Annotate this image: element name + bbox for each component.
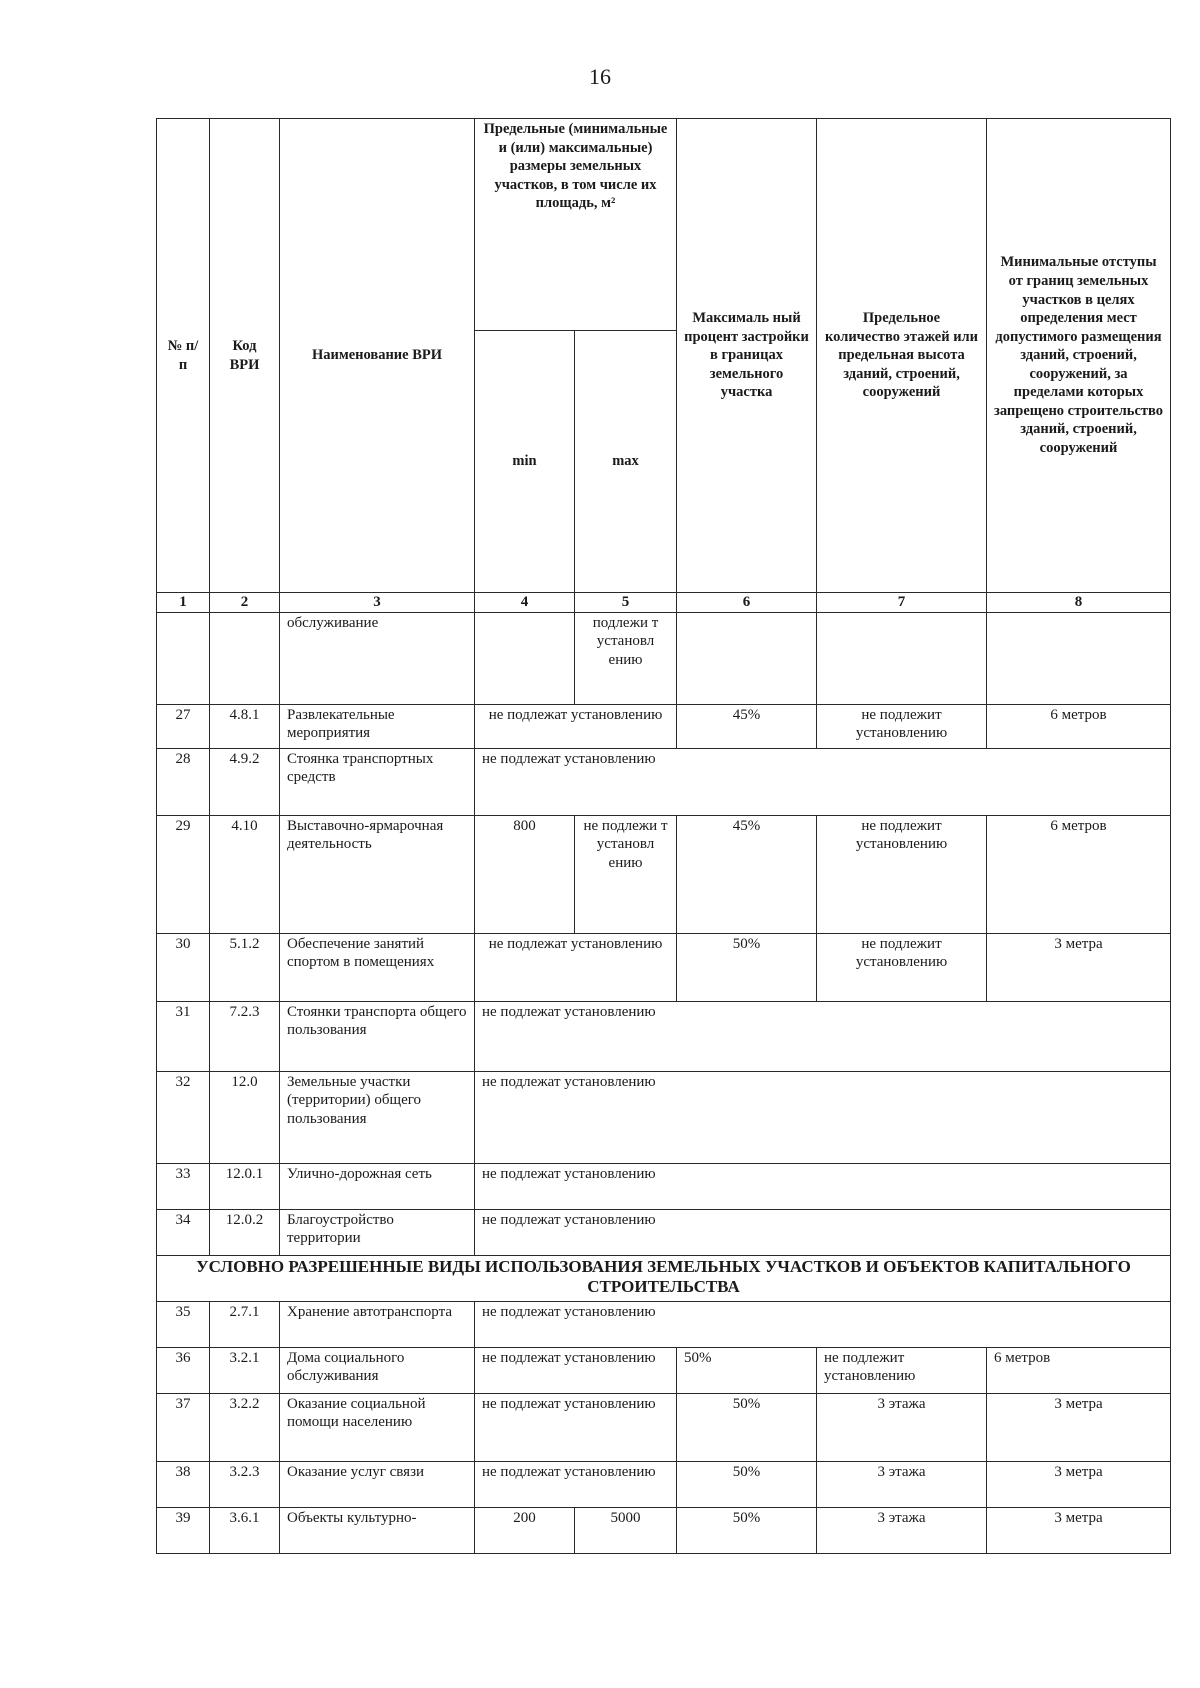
column-number: 5: [575, 593, 677, 613]
row-percent: 45%: [677, 705, 817, 749]
header-max: max: [575, 331, 677, 593]
row-percent: 50%: [677, 1348, 817, 1394]
row-code: 4.10: [210, 816, 280, 934]
row-code: 12.0.2: [210, 1210, 280, 1256]
row-size: не подлежат установлению: [475, 1462, 677, 1508]
row-floors: не подлежит установлению: [817, 1348, 987, 1394]
row-code: 12.0.1: [210, 1164, 280, 1210]
row-floors: 3 этажа: [817, 1462, 987, 1508]
row-size: не подлежат установлению: [475, 1348, 677, 1394]
row-number: 27: [157, 705, 210, 749]
row-number: 30: [157, 934, 210, 1002]
header-plot-size: Предельные (минимальные и (или) максимальные) размеры земельных участков, в том числе их площадь, м²: [475, 119, 677, 331]
row-note: не подлежат установлению: [475, 1164, 1171, 1210]
row-min: 200: [475, 1508, 575, 1554]
row-note: не подлежат установлению: [475, 1210, 1171, 1256]
row-indent: 6 метров: [987, 816, 1171, 934]
table-row: [157, 816, 1171, 934]
row-name: Хранение автотранспорта: [280, 1302, 475, 1348]
row-name: Стоянка транспортных средств: [280, 749, 475, 816]
row-percent: 50%: [677, 934, 817, 1002]
row-name: Дома социального обслуживания: [280, 1348, 475, 1394]
row-percent: 45%: [677, 816, 817, 934]
row-name: Обеспечение занятий спортом в помещениях: [280, 934, 475, 1002]
row-indent: 3 метра: [987, 1394, 1171, 1462]
row-code: 12.0: [210, 1072, 280, 1164]
row-number: 31: [157, 1002, 210, 1072]
row-code: 3.2.2: [210, 1394, 280, 1462]
row-number: 34: [157, 1210, 210, 1256]
row-number: 29: [157, 816, 210, 934]
table-row: [157, 1508, 1171, 1554]
table-row: [157, 749, 1171, 816]
row-max: не подлежи т установл ению: [575, 816, 677, 934]
table-row: [157, 1164, 1171, 1210]
row-code: 3.2.3: [210, 1462, 280, 1508]
row-size: не подлежат установлению: [475, 1394, 677, 1462]
section-row: [157, 1256, 1171, 1302]
row-number: 35: [157, 1302, 210, 1348]
row-max: 5000: [575, 1508, 677, 1554]
row-number: 33: [157, 1164, 210, 1210]
row-number: 32: [157, 1072, 210, 1164]
column-number: 1: [157, 593, 210, 613]
table-row: [157, 613, 1171, 705]
row-name: Объекты культурно-: [280, 1508, 475, 1554]
row-name: Развлекательные мероприятия: [280, 705, 475, 749]
row-note: не подлежат установлению: [475, 1002, 1171, 1072]
row-number: 37: [157, 1394, 210, 1462]
page-number: 16: [589, 64, 611, 89]
table-row: [157, 934, 1171, 1002]
row-floors: 3 этажа: [817, 1394, 987, 1462]
row-code: 4.8.1: [210, 705, 280, 749]
table-row: [157, 1394, 1171, 1462]
column-number: 4: [475, 593, 575, 613]
row-note: не подлежат установлению: [475, 1302, 1171, 1348]
row-name: обслуживание: [280, 613, 475, 705]
row-code: 3.6.1: [210, 1508, 280, 1554]
column-number: 8: [987, 593, 1171, 613]
table-row: [157, 1072, 1171, 1164]
header-row: [157, 119, 1171, 331]
row-indent: 3 метра: [987, 934, 1171, 1002]
row-floors: не подлежит установлению: [817, 705, 987, 749]
row-min: 800: [475, 816, 575, 934]
row-floors: не подлежит установлению: [817, 816, 987, 934]
row-code: 7.2.3: [210, 1002, 280, 1072]
row-percent: 50%: [677, 1394, 817, 1462]
row-code: 5.1.2: [210, 934, 280, 1002]
row-max: подлежи т установл ению: [575, 613, 677, 705]
row-name: Улично-дорожная сеть: [280, 1164, 475, 1210]
table-row: [157, 1210, 1171, 1256]
table-row: [157, 1302, 1171, 1348]
row-code: 2.7.1: [210, 1302, 280, 1348]
column-number: 6: [677, 593, 817, 613]
row-name: Благоустройство территории: [280, 1210, 475, 1256]
row-indent: 3 метра: [987, 1508, 1171, 1554]
header-build-percent: Максималь ный процент застройки в границах земельного участка: [677, 119, 817, 593]
row-number: 38: [157, 1462, 210, 1508]
row-number: 36: [157, 1348, 210, 1394]
row-number: 39: [157, 1508, 210, 1554]
table-row: [157, 1348, 1171, 1394]
row-percent: 50%: [677, 1462, 817, 1508]
column-numbers-row: [157, 593, 1171, 613]
table-row: [157, 1002, 1171, 1072]
row-number: 28: [157, 749, 210, 816]
header-indent: Минимальные отступы от границ земельных участков в целях определения мест допустимого размещения зданий, строений, сооружений, за пределами которых запрещено строительство зданий, строений, сооружений: [987, 119, 1171, 593]
header-code: Код ВРИ: [210, 119, 280, 593]
column-number: 7: [817, 593, 987, 613]
row-note: не подлежат установлению: [475, 1072, 1171, 1164]
row-code: 3.2.1: [210, 1348, 280, 1394]
row-name: Стоянки транспорта общего пользования: [280, 1002, 475, 1072]
row-size: не подлежат установлению: [475, 705, 677, 749]
row-floors: не подлежит установлению: [817, 934, 987, 1002]
row-indent: 6 метров: [987, 1348, 1171, 1394]
row-code: 4.9.2: [210, 749, 280, 816]
land-use-table: [156, 118, 1171, 1554]
header-name: Наименование ВРИ: [280, 119, 475, 593]
row-note: не подлежат установлению: [475, 749, 1171, 816]
row-floors: 3 этажа: [817, 1508, 987, 1554]
section-title: УСЛОВНО РАЗРЕШЕННЫЕ ВИДЫ ИСПОЛЬЗОВАНИЯ ЗЕМЕЛЬНЫХ УЧАСТКОВ И ОБЪЕКТОВ КАПИТАЛЬНОГО СТРОИТЕЛЬСТВА: [157, 1256, 1171, 1302]
row-name: Выставочно-ярмарочная деятельность: [280, 816, 475, 934]
column-number: 3: [280, 593, 475, 613]
row-indent: 6 метров: [987, 705, 1171, 749]
row-percent: 50%: [677, 1508, 817, 1554]
row-name: Оказание услуг связи: [280, 1462, 475, 1508]
row-name: Земельные участки (территории) общего пользования: [280, 1072, 475, 1164]
row-name: Оказание социальной помощи населению: [280, 1394, 475, 1462]
header-number: № п/п: [157, 119, 210, 593]
table-row: [157, 705, 1171, 749]
column-number: 2: [210, 593, 280, 613]
header-floors: Предельное количество этажей или предельная высота зданий, строений, сооружений: [817, 119, 987, 593]
header-min: min: [475, 331, 575, 593]
row-indent: 3 метра: [987, 1462, 1171, 1508]
row-size: не подлежат установлению: [475, 934, 677, 1002]
table-row: [157, 1462, 1171, 1508]
